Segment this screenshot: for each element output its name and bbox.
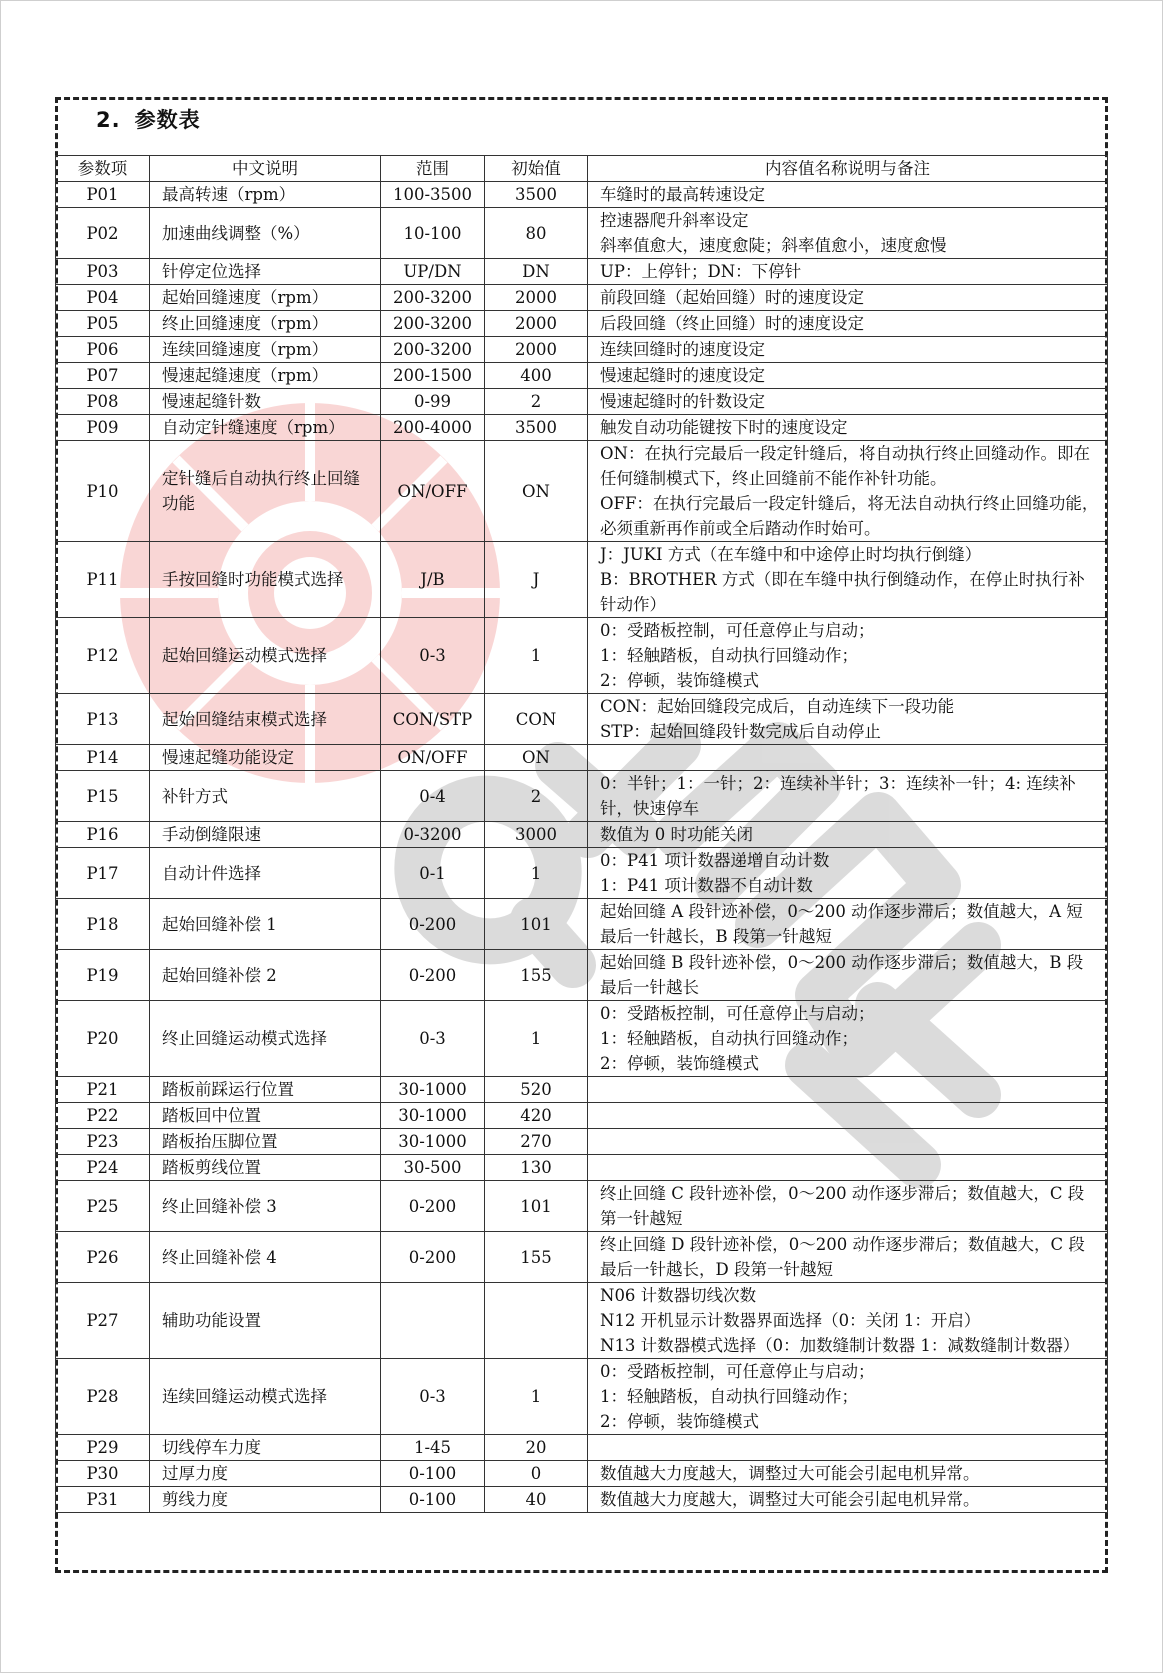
cell-param-id: P26 (56, 1232, 150, 1283)
table-row (56, 618, 1108, 694)
cell-description: 辅助功能设置 (150, 1283, 381, 1359)
cell-description: 起始回缝补偿 2 (150, 950, 381, 1001)
cell-initial-value: 0 (485, 1461, 588, 1487)
cell-range: 0-1 (381, 848, 485, 899)
cell-description: 慢速起缝针数 (150, 389, 381, 415)
table-row (56, 311, 1108, 337)
table-header-row (56, 156, 1108, 182)
cell-range: ON/OFF (381, 745, 485, 771)
table-row (56, 441, 1108, 542)
table-row (56, 1232, 1108, 1283)
cell-note: 前段回缝（起始回缝）时的速度设定 (588, 285, 1108, 311)
cell-note: 终止回缝 C 段针迹补偿，0～200 动作逐步滞后；数值越大，C 段第一针越短 (588, 1181, 1108, 1232)
cell-initial-value: 2000 (485, 311, 588, 337)
cell-description: 最高转速（rpm） (150, 182, 381, 208)
cell-note: 起始回缝 B 段针迹补偿，0～200 动作逐步滞后；数值越大，B 段最后一针越长 (588, 950, 1108, 1001)
cell-param-id: P12 (56, 618, 150, 694)
table-row (56, 1487, 1108, 1513)
cell-description: 连续回缝速度（rpm） (150, 337, 381, 363)
header-initial: 初始值 (485, 156, 588, 182)
cell-note (588, 1129, 1108, 1155)
cell-description: 起始回缝补偿 1 (150, 899, 381, 950)
cell-note: 触发自动功能键按下时的速度设定 (588, 415, 1108, 441)
cell-description: 终止回缝补偿 3 (150, 1181, 381, 1232)
cell-param-id: P17 (56, 848, 150, 899)
cell-description: 终止回缝速度（rpm） (150, 311, 381, 337)
header-note: 内容值名称说明与备注 (588, 156, 1108, 182)
cell-range: 100-3500 (381, 182, 485, 208)
table-row (56, 415, 1108, 441)
table-row (56, 950, 1108, 1001)
table-row (56, 1001, 1108, 1077)
cell-description: 手按回缝时功能模式选择 (150, 542, 381, 618)
section-heading (96, 104, 201, 134)
table-row (56, 848, 1108, 899)
cell-description: 终止回缝补偿 4 (150, 1232, 381, 1283)
cell-range: 0-200 (381, 899, 485, 950)
cell-note: 0：受踏板控制，可任意停止与启动； 1：轻触踏板，自动执行回缝动作； 2：停顿，装饰缝模式 (588, 618, 1108, 694)
cell-note: 连续回缝时的速度设定 (588, 337, 1108, 363)
table-row (56, 745, 1108, 771)
cell-param-id: P19 (56, 950, 150, 1001)
cell-note (588, 745, 1108, 771)
table-row (56, 1129, 1108, 1155)
cell-range: 10-100 (381, 208, 485, 259)
cell-note: 起始回缝 A 段针迹补偿，0～200 动作逐步滞后；数值越大，A 短最后一针越长，B 段第一针越短 (588, 899, 1108, 950)
cell-note: N06 计数器切线次数 N12 开机显示计数器界面选择（0：关闭 1：开启） N13 计数器模式选择（0：加数缝制计数器 1：减数缝制计数器） (588, 1283, 1108, 1359)
cell-param-id: P28 (56, 1359, 150, 1435)
cell-param-id: P01 (56, 182, 150, 208)
cell-range: 30-1000 (381, 1129, 485, 1155)
table-row (56, 208, 1108, 259)
cell-param-id: P04 (56, 285, 150, 311)
cell-initial-value: ON (485, 441, 588, 542)
table-row (56, 1077, 1108, 1103)
cell-description: 自动计件选择 (150, 848, 381, 899)
cell-range: 30-1000 (381, 1103, 485, 1129)
cell-range: 30-1000 (381, 1077, 485, 1103)
table-body (56, 182, 1108, 1513)
section-title: 参数表 (134, 108, 201, 132)
cell-note: 慢速起缝时的针数设定 (588, 389, 1108, 415)
cell-initial-value: 20 (485, 1435, 588, 1461)
cell-description: 踏板回中位置 (150, 1103, 381, 1129)
cell-range: 1-45 (381, 1435, 485, 1461)
cell-note: UP：上停针；DN：下停针 (588, 259, 1108, 285)
cell-description: 切线停车力度 (150, 1435, 381, 1461)
cell-param-id: P24 (56, 1155, 150, 1181)
table-row (56, 182, 1108, 208)
cell-initial-value: CON (485, 694, 588, 745)
cell-note: J：JUKI 方式（在车缝中和中途停止时均执行倒缝） B：BROTHER 方式（即在车缝中执行倒缝动作，在停止时执行补针动作） (588, 542, 1108, 618)
cell-range: ON/OFF (381, 441, 485, 542)
cell-range: 30-500 (381, 1155, 485, 1181)
cell-description: 慢速起缝功能设定 (150, 745, 381, 771)
cell-range: CON/STP (381, 694, 485, 745)
cell-initial-value: 1 (485, 1001, 588, 1077)
cell-description: 踏板剪线位置 (150, 1155, 381, 1181)
table-row (56, 822, 1108, 848)
cell-range: 0-3200 (381, 822, 485, 848)
cell-range: 0-4 (381, 771, 485, 822)
cell-description: 补针方式 (150, 771, 381, 822)
cell-param-id: P30 (56, 1461, 150, 1487)
cell-initial-value: 1 (485, 618, 588, 694)
cell-initial-value: 1 (485, 848, 588, 899)
cell-description: 踏板抬压脚位置 (150, 1129, 381, 1155)
header-param: 参数项 (56, 156, 150, 182)
cell-param-id: P03 (56, 259, 150, 285)
cell-range: 0-100 (381, 1487, 485, 1513)
cell-range: 0-3 (381, 1001, 485, 1077)
cell-initial-value: 520 (485, 1077, 588, 1103)
cell-initial-value: 101 (485, 899, 588, 950)
table-row (56, 389, 1108, 415)
cell-initial-value: 40 (485, 1487, 588, 1513)
cell-param-id: P05 (56, 311, 150, 337)
cell-initial-value: 2 (485, 389, 588, 415)
cell-initial-value: 101 (485, 1181, 588, 1232)
cell-initial-value: J (485, 542, 588, 618)
cell-description: 起始回缝结束模式选择 (150, 694, 381, 745)
cell-param-id: P29 (56, 1435, 150, 1461)
cell-param-id: P11 (56, 542, 150, 618)
table-row (56, 1359, 1108, 1435)
cell-initial-value: DN (485, 259, 588, 285)
table-row (56, 1181, 1108, 1232)
cell-note: 车缝时的最高转速设定 (588, 182, 1108, 208)
cell-range: 0-3 (381, 1359, 485, 1435)
cell-note: 数值越大力度越大，调整过大可能会引起电机异常。 (588, 1487, 1108, 1513)
cell-description: 自动定针缝速度（rpm） (150, 415, 381, 441)
cell-initial-value: 155 (485, 1232, 588, 1283)
cell-note: 数值越大力度越大，调整过大可能会引起电机异常。 (588, 1461, 1108, 1487)
cell-description: 定针缝后自动执行终止回缝功能 (150, 441, 381, 542)
cell-param-id: P13 (56, 694, 150, 745)
cell-note: 0：受踏板控制，可任意停止与启动； 1：轻触踏板，自动执行回缝动作； 2：停顿，装饰缝模式 (588, 1359, 1108, 1435)
cell-range: 200-3200 (381, 311, 485, 337)
table-row (56, 259, 1108, 285)
cell-initial-value: 400 (485, 363, 588, 389)
cell-range: 0-200 (381, 1181, 485, 1232)
cell-param-id: P14 (56, 745, 150, 771)
cell-param-id: P18 (56, 899, 150, 950)
table-row (56, 285, 1108, 311)
cell-range: 0-200 (381, 950, 485, 1001)
table-row (56, 363, 1108, 389)
cell-initial-value: 420 (485, 1103, 588, 1129)
table-row (56, 1461, 1108, 1487)
cell-param-id: P16 (56, 822, 150, 848)
table-row (56, 542, 1108, 618)
header-range: 范围 (381, 156, 485, 182)
cell-initial-value: 270 (485, 1129, 588, 1155)
cell-description: 加速曲线调整（%） (150, 208, 381, 259)
cell-note: 0：P41 项计数器递增自动计数 1：P41 项计数器不自动计数 (588, 848, 1108, 899)
cell-initial-value: ON (485, 745, 588, 771)
cell-range: 0-99 (381, 389, 485, 415)
table-row (56, 1103, 1108, 1129)
cell-param-id: P15 (56, 771, 150, 822)
cell-initial-value: 2000 (485, 285, 588, 311)
cell-param-id: P20 (56, 1001, 150, 1077)
cell-description: 起始回缝运动模式选择 (150, 618, 381, 694)
cell-note: 0：半针；1：一针；2：连续补半针；3：连续补一针；4: 连续补针，快速停车 (588, 771, 1108, 822)
cell-description: 连续回缝运动模式选择 (150, 1359, 381, 1435)
cell-initial-value: 2000 (485, 337, 588, 363)
cell-param-id: P23 (56, 1129, 150, 1155)
cell-param-id: P07 (56, 363, 150, 389)
cell-param-id: P06 (56, 337, 150, 363)
cell-initial-value: 3000 (485, 822, 588, 848)
cell-range: J/B (381, 542, 485, 618)
cell-initial-value: 3500 (485, 182, 588, 208)
cell-range: 200-3200 (381, 285, 485, 311)
cell-note (588, 1155, 1108, 1181)
cell-note: 数值为 0 时功能关闭 (588, 822, 1108, 848)
cell-param-id: P21 (56, 1077, 150, 1103)
cell-initial-value: 155 (485, 950, 588, 1001)
cell-description: 踏板前踩运行位置 (150, 1077, 381, 1103)
parameter-table (55, 155, 1108, 1513)
cell-range (381, 1283, 485, 1359)
cell-description: 过厚力度 (150, 1461, 381, 1487)
cell-param-id: P02 (56, 208, 150, 259)
table-row (56, 771, 1108, 822)
table-row (56, 337, 1108, 363)
cell-note: CON：起始回缝段完成后，自动连续下一段功能 STP：起始回缝段针数完成后自动停止 (588, 694, 1108, 745)
table-row (56, 1155, 1108, 1181)
cell-initial-value: 130 (485, 1155, 588, 1181)
cell-description: 剪线力度 (150, 1487, 381, 1513)
header-desc: 中文说明 (150, 156, 381, 182)
table-row (56, 1283, 1108, 1359)
cell-note: 后段回缝（终止回缝）时的速度设定 (588, 311, 1108, 337)
cell-range: 200-1500 (381, 363, 485, 389)
cell-range: 200-3200 (381, 337, 485, 363)
cell-range: UP/DN (381, 259, 485, 285)
cell-param-id: P22 (56, 1103, 150, 1129)
table-row (56, 899, 1108, 950)
cell-initial-value: 2 (485, 771, 588, 822)
cell-note: ON：在执行完最后一段定针缝后，将自动执行终止回缝动作。即在任何缝制模式下，终止回缝前不能作补针功能。 OFF：在执行完最后一段定针缝后，将无法自动执行终止回缝功能，必须重新再作前或全后踏动作时始可。 (588, 441, 1108, 542)
cell-range: 0-200 (381, 1232, 485, 1283)
cell-description: 手动倒缝限速 (150, 822, 381, 848)
cell-range: 200-4000 (381, 415, 485, 441)
table-row (56, 1435, 1108, 1461)
cell-param-id: P09 (56, 415, 150, 441)
cell-param-id: P08 (56, 389, 150, 415)
cell-note: 控速器爬升斜率设定 斜率值愈大，速度愈陡；斜率值愈小，速度愈慢 (588, 208, 1108, 259)
cell-param-id: P27 (56, 1283, 150, 1359)
cell-range: 0-100 (381, 1461, 485, 1487)
cell-initial-value: 1 (485, 1359, 588, 1435)
table-row (56, 694, 1108, 745)
cell-note: 终止回缝 D 段针迹补偿，0～200 动作逐步滞后；数值越大，C 段最后一针越长，D 段第一针越短 (588, 1232, 1108, 1283)
cell-note (588, 1077, 1108, 1103)
cell-initial-value: 3500 (485, 415, 588, 441)
cell-param-id: P10 (56, 441, 150, 542)
cell-description: 针停定位选择 (150, 259, 381, 285)
cell-range: 0-3 (381, 618, 485, 694)
section-number: 2. (96, 108, 121, 132)
cell-param-id: P31 (56, 1487, 150, 1513)
cell-note: 慢速起缝时的速度设定 (588, 363, 1108, 389)
cell-description: 起始回缝速度（rpm） (150, 285, 381, 311)
cell-note (588, 1103, 1108, 1129)
cell-param-id: P25 (56, 1181, 150, 1232)
cell-note: 0：受踏板控制，可任意停止与启动； 1：轻触踏板，自动执行回缝动作； 2：停顿，装饰缝模式 (588, 1001, 1108, 1077)
cell-note (588, 1435, 1108, 1461)
cell-description: 终止回缝运动模式选择 (150, 1001, 381, 1077)
cell-description: 慢速起缝速度（rpm） (150, 363, 381, 389)
cell-initial-value: 80 (485, 208, 588, 259)
cell-initial-value (485, 1283, 588, 1359)
